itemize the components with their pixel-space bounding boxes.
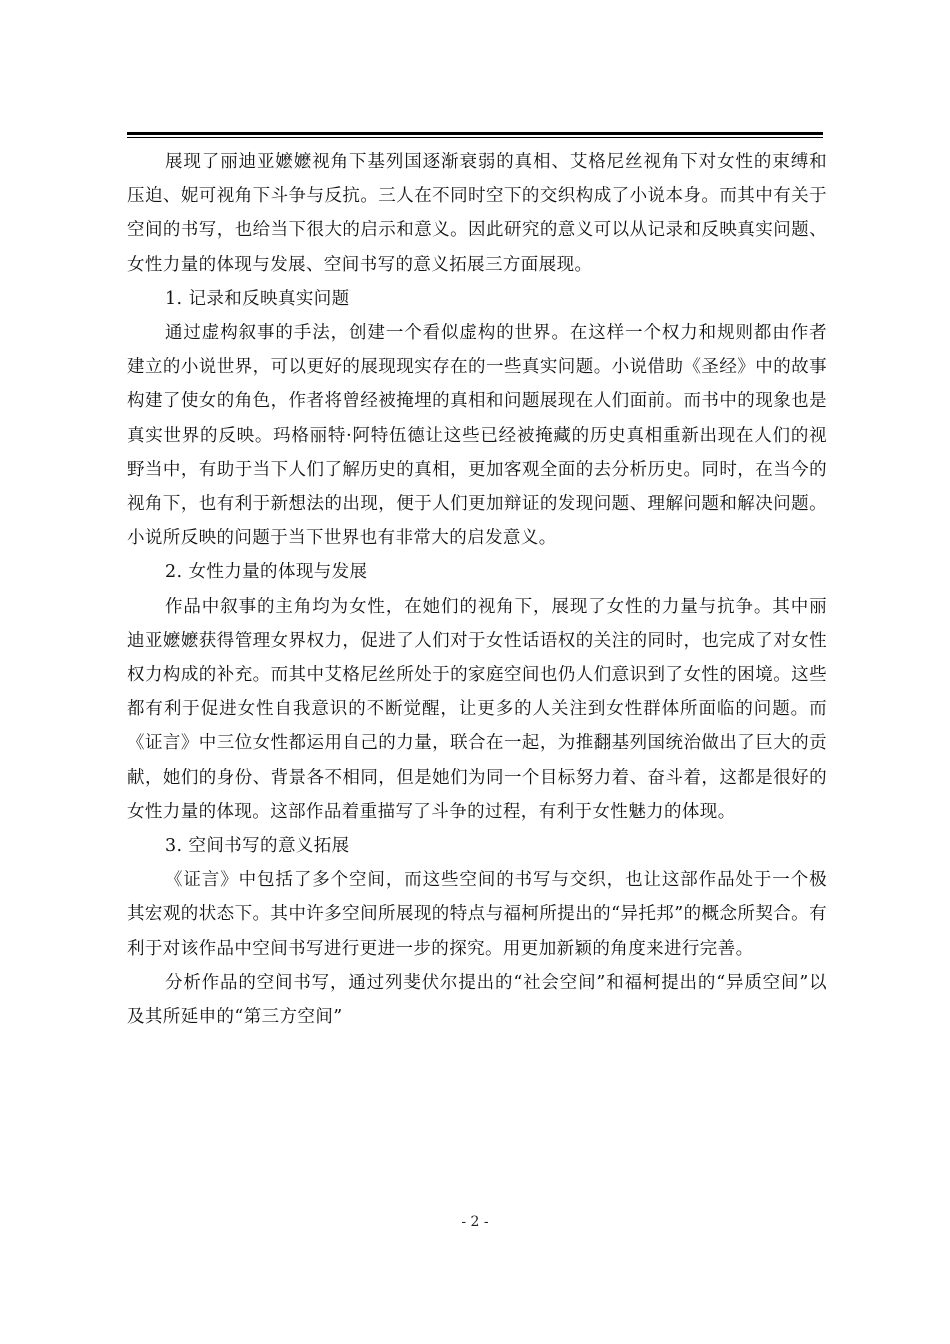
section-heading-2: 2. 女性力量的体现与发展 [165, 562, 368, 583]
header-rule-thin [127, 137, 823, 138]
paragraph-section-1: 通过虚构叙事的手法，创建一个看似虚构的世界。在这样一个权力和规则都由作者建立的小说世界，可以更好的展现现实存在的一些真实问题。小说借助《圣经》中的故事构建了使女的角色，作者将曾经被掩埋的真相和问题展现在人们面前。而书中的现象也是真实世界的反映。玛格丽特·阿特伍德让这些已经被掩藏的历史真相重新出现在人们的视野当中，有助于当下人们了解历史的真相，更加客观全面的去分析历史。同时，在当今的视角下，也有利于新想法的出现，便于人们更加辩证的发现问题、理解问题和解决问题。小说所反映的问题于当下世界也有非常大的启发意义。 [127, 323, 827, 549]
page-number: - 2 - [461, 1214, 489, 1230]
section-heading-1: 1. 记录和反映真实问题 [165, 288, 350, 309]
body-text [127, 145, 827, 1034]
paragraph-section-3b: 分析作品的空间书写，通过列斐伏尔提出的“社会空间”和福柯提出的“异质空间”以及其所延申的“第三方空间” [127, 972, 827, 1028]
paragraph-intro: 展现了丽迪亚嬷嬷视角下基列国逐渐衰弱的真相、艾格尼丝视角下对女性的束缚和压迫、妮可视角下斗争与反抗。三人在不同时空下的交织构成了小说本身。而其中有关于空间的书写，也给当下很大的启示和意义。因此研究的意义可以从记录和反映真实问题、女性力量的体现与发展、空间书写的意义拓展三方面展现。 [127, 152, 827, 275]
paragraph-section-2: 作品中叙事的主角均为女性，在她们的视角下，展现了女性的力量与抗争。其中丽迪亚嬷嬷获得管理女界权力，促进了人们对于女性话语权的关注的同时，也完成了对女性权力构成的补充。而其中艾格尼丝所处于的家庭空间也仍人们意识到了女性的困境。这些都有利于促进女性自我意识的不断觉醒，让更多的人关注到女性群体所面临的问题。而《证言》中三位女性都运用自己的力量，联合在一起，为推翻基列国统治做出了巨大的贡献，她们的身份、背景各不相同，但是她们为同一个目标努力着、奋斗着，这都是很好的女性力量的体现。这部作品着重描写了斗争的过程，有利于女性魅力的体现。 [127, 596, 827, 822]
header-rule-thick [127, 132, 823, 135]
paragraph-section-3: 《证言》中包括了多个空间，而这些空间的书写与交织，也让这部作品处于一个极其宏观的状态下。其中许多空间所展现的特点与福柯所提出的“异托邦”的概念所契合。有利于对该作品中空间书写进行更进一步的探究。用更加新颖的角度来进行完善。 [127, 870, 827, 959]
section-heading-3: 3. 空间书写的意义拓展 [165, 836, 350, 857]
